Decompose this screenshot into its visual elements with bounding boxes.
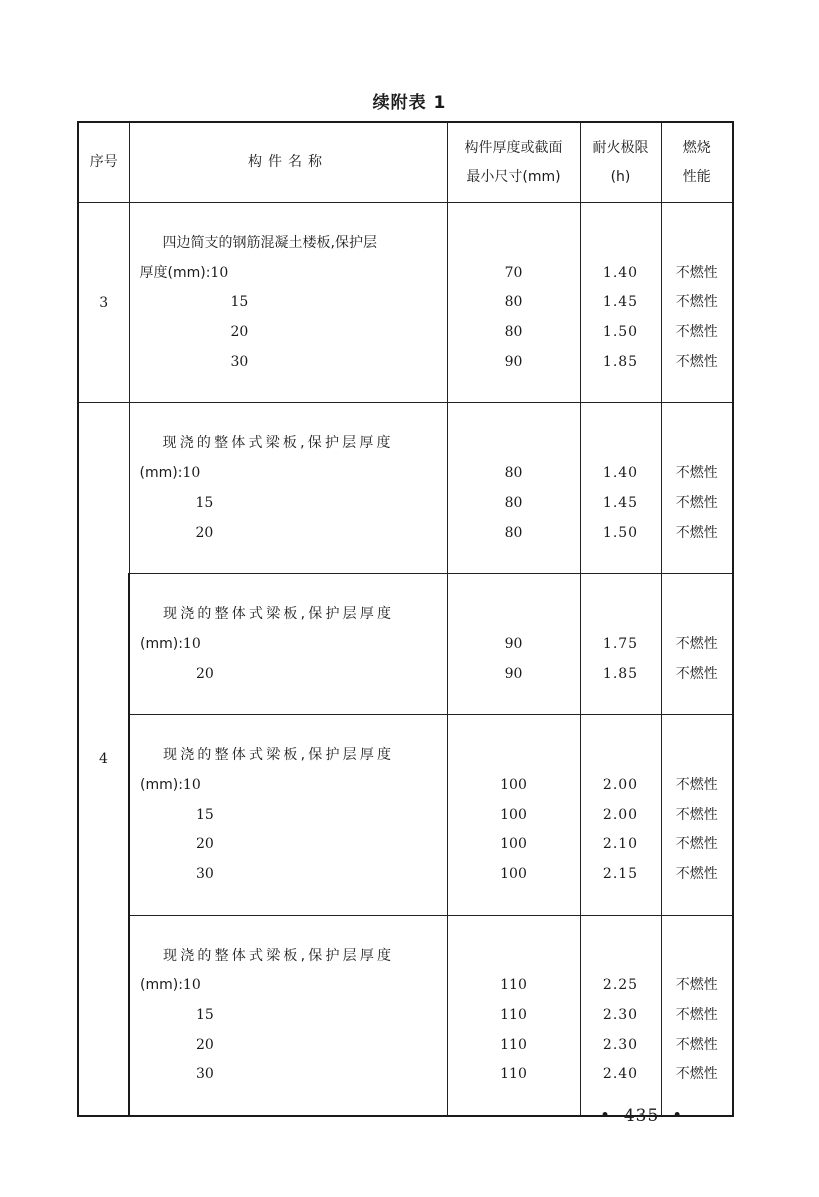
- limit-value: 1.75: [602, 635, 639, 652]
- thickness-value: 15: [230, 294, 249, 311]
- thickness-value: 20: [195, 524, 214, 541]
- header-limit-line1: 耐火极限: [592, 139, 649, 156]
- burn-cell: [661, 203, 733, 403]
- burn-value: 不燃性: [675, 776, 718, 793]
- size-value: 80: [504, 294, 523, 311]
- size-value: 80: [504, 494, 523, 511]
- burn-value: 不燃性: [675, 635, 718, 652]
- burn-value: 不燃性: [675, 1007, 718, 1024]
- spacer-line: [662, 429, 733, 459]
- size-value: 100: [500, 836, 527, 853]
- first-thickness-line: [130, 771, 447, 801]
- limit-value: 1.40: [602, 264, 639, 281]
- burn-value: 不燃性: [675, 353, 718, 370]
- burn-value: 不燃性: [675, 264, 718, 281]
- burn-value: 不燃性: [675, 1036, 718, 1053]
- size-value: 80: [504, 524, 523, 541]
- thickness-value: 10: [182, 977, 201, 994]
- first-thickness-line: [130, 971, 447, 1001]
- limit-value: 2.15: [602, 866, 639, 882]
- burn-value: 不燃性: [675, 836, 718, 853]
- spacer-line: [581, 942, 661, 972]
- size-value: 100: [500, 776, 527, 793]
- header-size-line2: 最小尺寸(mm): [466, 168, 561, 185]
- thickness-value: 20: [230, 324, 249, 341]
- thickness-value: 10: [210, 264, 229, 281]
- table-header: [78, 122, 733, 203]
- burn-value: 不燃性: [675, 665, 718, 682]
- fire-resistance-table: [77, 121, 734, 1117]
- burn-value: 不燃性: [675, 465, 718, 482]
- limit-value: 1.85: [602, 353, 639, 370]
- header-size: [447, 122, 580, 203]
- header-limit: [580, 122, 661, 203]
- burn-cell: [661, 574, 733, 715]
- limit-value: 1.50: [602, 324, 639, 341]
- limit-cell: [580, 203, 661, 403]
- table-row: [78, 403, 733, 574]
- spacer-line: [581, 741, 661, 771]
- component-name-cell: [129, 403, 447, 574]
- limit-value: 1.85: [602, 665, 639, 682]
- burn-cell: [661, 715, 733, 915]
- limit-cell: [580, 915, 661, 1116]
- thickness-value: 20: [196, 836, 214, 853]
- table-row: [78, 203, 733, 403]
- size-value: 90: [504, 353, 523, 370]
- thickness-value: 30: [196, 1066, 214, 1083]
- limit-value: 2.00: [602, 776, 639, 793]
- limit-cell: [580, 715, 661, 915]
- spacer-line: [581, 429, 661, 459]
- burn-value: 不燃性: [675, 1066, 718, 1083]
- spacer-line: [581, 229, 661, 259]
- header-burn-line2: 性能: [682, 168, 711, 185]
- header-burn: [661, 122, 733, 203]
- size-value: 100: [500, 866, 527, 882]
- spacer-line: [448, 429, 580, 459]
- component-name-cell: [129, 915, 447, 1116]
- limit-value: 1.40: [602, 465, 639, 482]
- spacer-line: [448, 229, 580, 259]
- size-value: 110: [500, 1036, 527, 1053]
- thickness-value: 15: [196, 1007, 214, 1024]
- thickness-value: 15: [195, 494, 214, 511]
- component-name-cell: [129, 574, 447, 715]
- spacer-line: [662, 942, 733, 972]
- table-body: [78, 203, 733, 1117]
- header-seq: 序号: [78, 122, 129, 203]
- component-name-cell: [129, 715, 447, 915]
- thickness-value: 20: [196, 665, 214, 682]
- thickness-value: 10: [182, 465, 201, 482]
- limit-cell: [580, 574, 661, 715]
- limit-value: 1.50: [602, 524, 639, 541]
- spacer-line: [662, 600, 733, 630]
- page-number: • 435 •: [600, 1106, 684, 1126]
- header-name: 构件名称: [129, 122, 447, 203]
- size-value: 90: [504, 665, 523, 682]
- limit-value: 2.00: [602, 806, 639, 823]
- size-cell: [447, 203, 580, 403]
- header-burn-line1: 燃烧: [682, 139, 711, 156]
- thickness-prefix: (mm):: [140, 977, 183, 994]
- component-title: 现浇的整体式梁板,保护层厚度: [162, 435, 394, 452]
- header-limit-line2: (h): [610, 168, 631, 185]
- component-title: 现浇的整体式梁板,保护层厚度: [163, 606, 395, 623]
- size-cell: [447, 403, 580, 574]
- size-value: 90: [504, 635, 523, 652]
- first-thickness-line: [130, 630, 447, 660]
- limit-value: 2.10: [602, 836, 639, 853]
- spacer-line: [448, 741, 580, 771]
- thickness-value: 30: [230, 353, 249, 370]
- burn-cell: [661, 915, 733, 1116]
- thickness-value: 30: [196, 866, 214, 882]
- thickness-prefix: (mm):: [140, 635, 183, 652]
- thickness-prefix: (mm):: [140, 776, 183, 793]
- thickness-prefix: (mm):: [139, 465, 183, 482]
- thickness-value: 15: [196, 806, 214, 823]
- burn-value: 不燃性: [675, 977, 718, 994]
- burn-value: 不燃性: [675, 524, 718, 541]
- thickness-value: 20: [196, 1036, 214, 1053]
- burn-cell: [661, 403, 733, 574]
- table-row: [78, 574, 733, 715]
- size-value: 100: [500, 806, 527, 823]
- burn-value: 不燃性: [675, 866, 718, 882]
- first-thickness-line: [130, 459, 447, 489]
- thickness-value: 10: [182, 635, 201, 652]
- seq-cell: 4: [78, 403, 129, 1116]
- limit-cell: [580, 403, 661, 574]
- limit-value: 2.30: [602, 1036, 639, 1053]
- limit-value: 2.25: [602, 977, 639, 994]
- size-cell: [447, 574, 580, 715]
- table-row: [78, 915, 733, 1116]
- table-row: [78, 715, 733, 915]
- component-title: 现浇的整体式梁板,保护层厚度: [163, 747, 395, 764]
- limit-value: 2.30: [602, 1007, 639, 1024]
- size-value: 110: [500, 1007, 527, 1024]
- seq-cell: 3: [78, 203, 129, 403]
- spacer-line: [448, 942, 580, 972]
- first-thickness-line: [130, 259, 447, 289]
- spacer-line: [581, 600, 661, 630]
- thickness-prefix: 厚度(mm):: [139, 264, 211, 281]
- spacer-line: [662, 229, 733, 259]
- size-value: 110: [500, 1066, 527, 1083]
- limit-value: 2.40: [602, 1066, 639, 1083]
- page-title: 续附表 1: [372, 93, 447, 113]
- size-cell: [447, 715, 580, 915]
- size-value: 80: [504, 465, 523, 482]
- component-title: 四边简支的钢筋混凝土楼板,保护层: [162, 235, 377, 251]
- burn-value: 不燃性: [675, 294, 718, 311]
- burn-value: 不燃性: [675, 324, 718, 341]
- limit-value: 1.45: [602, 494, 639, 511]
- burn-value: 不燃性: [675, 494, 718, 511]
- thickness-value: 10: [182, 776, 201, 793]
- spacer-line: [448, 600, 580, 630]
- header-size-line1: 构件厚度或截面: [464, 139, 563, 156]
- size-value: 80: [504, 324, 523, 341]
- burn-value: 不燃性: [675, 806, 718, 823]
- spacer-line: [662, 741, 733, 771]
- size-value: 70: [504, 264, 523, 281]
- component-title: 现浇的整体式梁板,保护层厚度: [163, 947, 395, 964]
- component-name-cell: [129, 203, 447, 403]
- size-value: 110: [500, 977, 527, 994]
- limit-value: 1.45: [602, 294, 639, 311]
- size-cell: [447, 915, 580, 1116]
